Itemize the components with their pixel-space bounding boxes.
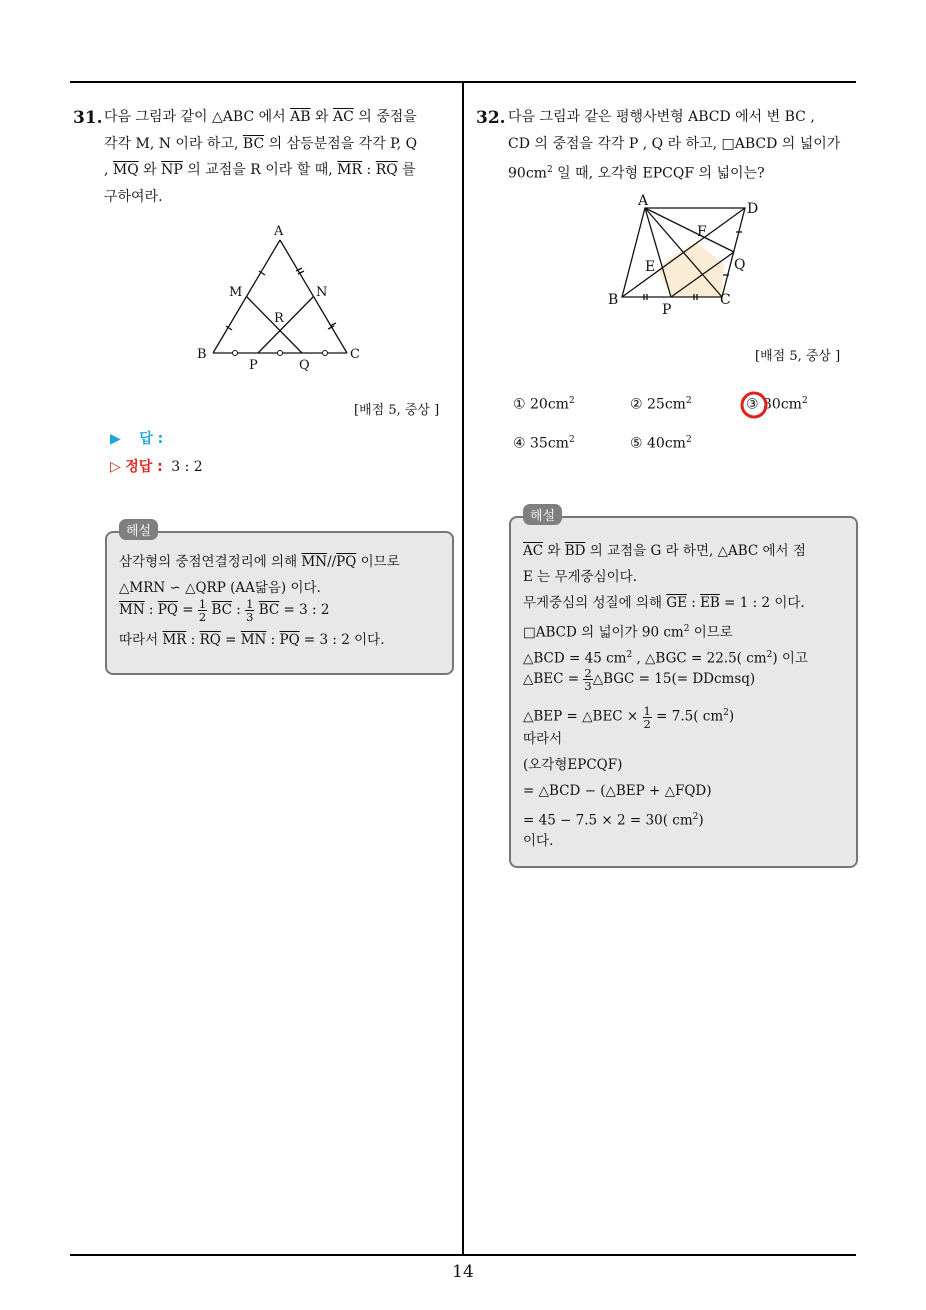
solution-tag-32: 해설 <box>523 504 562 525</box>
label-a: A <box>274 224 284 239</box>
solution-tag-31: 해설 <box>119 519 158 540</box>
label-f: F <box>697 224 707 240</box>
solution-box-31: 삼각형의 중점연결정리에 의해 $\overline{MN}//\overline{PQ}$ 이므로 △MRN ∽ △QRP (AA닮음) 이다. $\overline{MN}$ : $\overline{PQ}$ = $\frac{1}{2}$ $\overline{BC}$ : $\frac{1}{3}$ $\overline{BC} = 3$ : 2 따라서 $\overline{MR}$ : $\overline{RQ} = \overline{MN}$ : $\overline{PQ} = 3$ : 2 이다. <box>105 531 454 675</box>
bottom-rule <box>70 1254 856 1256</box>
question-31-number: 31. <box>73 108 103 128</box>
page-number: 14 <box>452 1262 474 1282</box>
label-m: M <box>229 285 243 300</box>
correct-answer: ▷ 정답 : 3 : 2 <box>110 459 203 475</box>
choice-2[interactable]: ② $25cm^2$ <box>630 396 692 413</box>
answer-field: ▶ 답 : <box>110 431 164 447</box>
question-31-text: 다음 그림과 같이 △ABC 에서 $\overline{AB}$ 와 $\overline{AC}$ 의 중점을 각각 M, N 이라 하고, $\overline{BC}$ 의 삼등분점을 각각 P, Q , $\overline{MQ}$ 와 $\overline{NP}$ 의 교점을 R 이라 할 때, $\overline{MR}$ : $\overline{RQ}$ 를 구하여라. <box>104 109 418 205</box>
segment-aq <box>645 208 734 252</box>
selection-circle <box>742 393 766 417</box>
choice-4[interactable]: ④ $35cm^2$ <box>513 435 575 452</box>
parallelogram-figure <box>600 190 780 320</box>
selected-answer-circle-icon <box>738 389 770 421</box>
correct-arrow-icon: ▷ <box>110 459 121 475</box>
label-q: Q <box>734 257 746 273</box>
question-31-score: [배점 5, 중상 ] <box>354 403 440 418</box>
label-b: B <box>608 292 619 308</box>
label-c: C <box>350 347 360 362</box>
label-e: E <box>645 259 656 275</box>
choice-5[interactable]: ⑤ $40cm^2$ <box>630 435 692 452</box>
question-32-number: 32. <box>476 108 506 128</box>
label-c: C <box>720 292 731 308</box>
label-n: N <box>316 285 328 300</box>
segment-np <box>258 297 314 354</box>
label-q: Q <box>299 358 310 373</box>
solution-box-32: $\overline{AC}$ 와 $\overline{BD}$ 의 교점을 G 라 하면, △ABC 에서 점 E 는 무게중심이다. 무게중심의 성질에 의해 $\overline{GE}$ : $\overline{EB} = 1$ : 2 이다. □ABCD 의 넓이가 90 $cm^2$ 이므로 △BCD = 45 $cm^2$ , △BGC = 22.5( $cm^2$) 이고 △BEC = $\frac{2}{3}$ △BGC = 15(= DDcmsq) △BEP = △BEC × $\frac{1}{2}$ = 7.5( $cm^2$) 따라서 (오각형EPCQF) = △BCD − (△BEP + △FQD) = 45 − 7.5 × 2 = 30( $cm^2$) 이다. <box>509 516 858 868</box>
label-p: P <box>249 358 258 373</box>
choice-1[interactable]: ① $20cm^2$ <box>513 396 575 413</box>
column-divider <box>462 82 464 1256</box>
choice-3[interactable]: ③ $30cm^2$ <box>746 396 808 413</box>
label-a: A <box>638 193 649 209</box>
question-32-score: [배점 5, 중상 ] <box>755 349 841 364</box>
label-p: P <box>662 302 672 318</box>
label-d: D <box>747 201 759 217</box>
answer-arrow-icon: ▶ <box>110 431 121 447</box>
triangle-figure <box>190 215 370 380</box>
label-r: R <box>274 311 284 326</box>
segment-ap <box>645 208 671 297</box>
question-32-text: 다음 그림과 같은 평행사변형 ABCD 에서 변 BC , CD 의 중점을 각각 P , Q 라 하고, □ABCD 의 넓이가 $90cm^2$ 일 때, 오각형 EPCQF 의 넓이는? <box>508 109 841 182</box>
label-b: B <box>197 347 207 362</box>
correct-answer-value: 3 : 2 <box>171 459 203 475</box>
